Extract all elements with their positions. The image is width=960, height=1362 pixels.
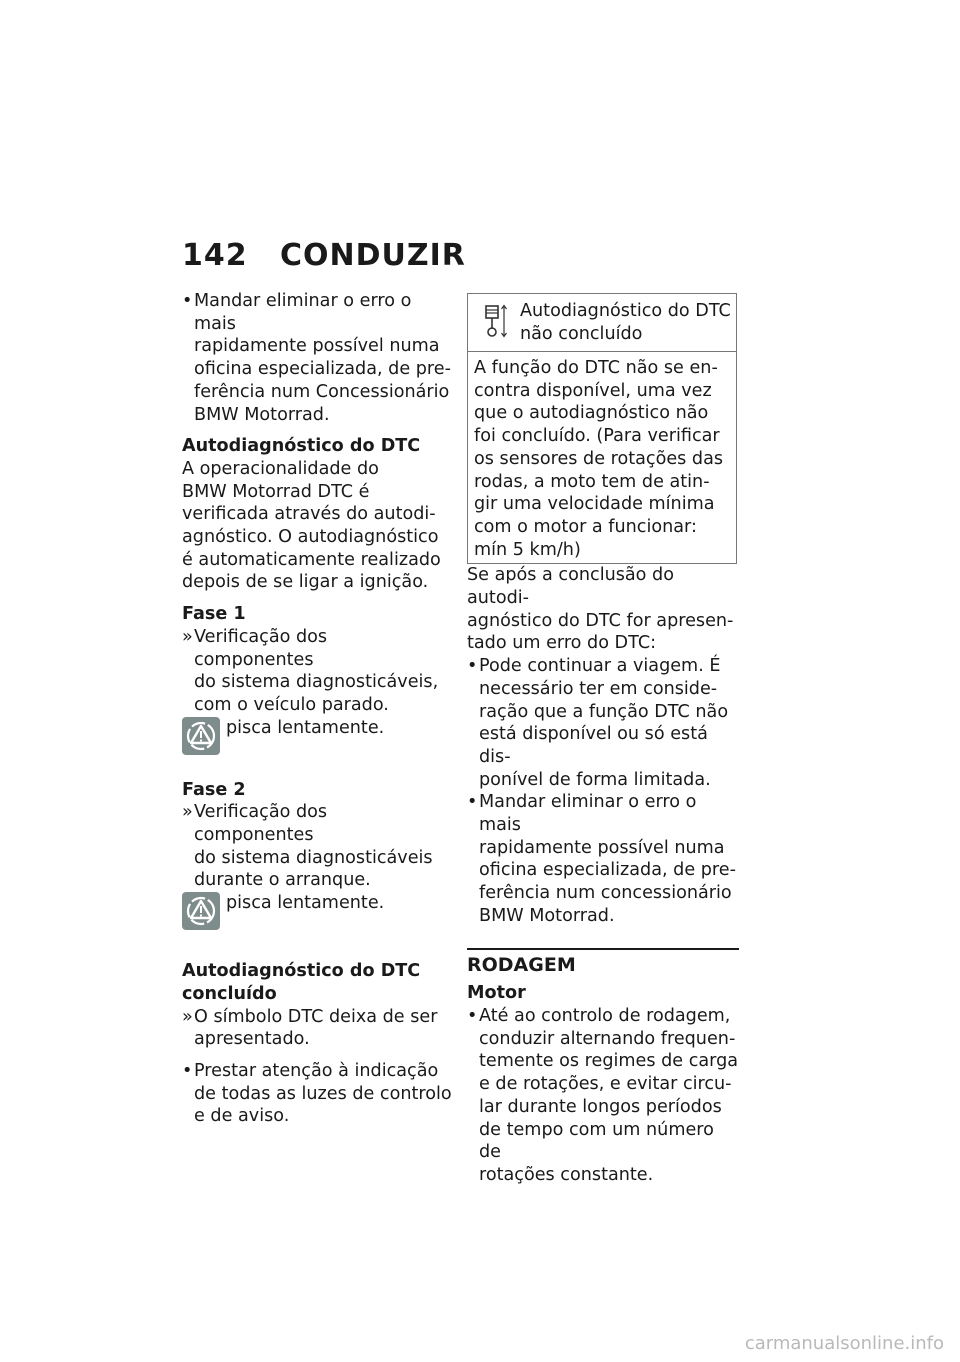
text-line: com o motor a funcionar: [474, 516, 697, 537]
dtc-warning-lamp-icon [182, 717, 220, 755]
text-line: de todas as luzes de controlo [194, 1083, 452, 1104]
text-line: ponível de forma limitada. [479, 769, 711, 790]
text-line: ferência num Concessionário [194, 381, 450, 402]
text-line: Verificação dos componentes [194, 626, 328, 670]
text-line: mín 5 km/h) [474, 539, 581, 560]
list-item [182, 290, 452, 426]
text-line: Autodiagnóstico do DTC [520, 301, 731, 321]
page-title: CONDUZIR [280, 238, 466, 273]
action-marker: » [182, 626, 193, 647]
text-line: BMW Motorrad DTC é [182, 481, 370, 502]
text-line: BMW Motorrad. [194, 404, 330, 425]
note-title [520, 300, 732, 345]
section-heading: RODAGEM [467, 948, 739, 977]
watermark: carmanualsonline.info [744, 1333, 944, 1354]
list-item [467, 791, 739, 927]
phase-heading: Fase 1 [182, 604, 246, 625]
text-line: Verificação dos componentes [194, 802, 328, 846]
text-line: de tempo com um número de [479, 1119, 714, 1163]
text-line: oficina especializada, de pre- [479, 860, 736, 881]
text-line: A função do DTC não se en- [474, 358, 718, 378]
text-line: contra disponível, uma vez [474, 380, 712, 401]
note-box [467, 293, 737, 564]
text-line: tado um erro do DTC: [467, 633, 657, 654]
text-line: conduzir alternando frequen- [479, 1028, 736, 1049]
lamp-status: pisca lentamente. [226, 893, 385, 914]
text-line: rodas, a moto tem de atin- [474, 471, 710, 492]
lamp-row [182, 892, 452, 940]
text-line: rotações constante. [479, 1164, 654, 1185]
text-line: não concluído [520, 323, 643, 344]
text-line: está disponível ou só está dis- [479, 724, 708, 767]
list-item [467, 655, 739, 791]
text-line: depois de se ligar a ignição. [182, 572, 429, 593]
text-line: gir uma velocidade mínima [474, 494, 715, 515]
text-line: do sistema diagnosticáveis [194, 847, 433, 868]
section-heading: concluído [182, 983, 277, 1004]
text-line: agnóstico. O autodiagnóstico [182, 527, 439, 548]
action-step [182, 1006, 452, 1051]
text-line: foi concluído. (Para verificar [474, 426, 720, 447]
text-line: • Até ao controlo de rodagem, [479, 1005, 731, 1026]
text-line: BMW Motorrad. [479, 905, 615, 926]
note-header [468, 294, 736, 352]
text-line: • Prestar atenção à indicação [194, 1060, 439, 1081]
text-line: os sensores de rotações das [474, 448, 724, 469]
action-step [182, 626, 452, 717]
text-line: • Pode continuar a viagem. É [479, 656, 721, 677]
phase-heading: Fase 2 [182, 779, 246, 800]
list-item [467, 1005, 739, 1187]
text-line: e de aviso. [194, 1106, 290, 1127]
page-number: 142 [182, 238, 248, 273]
text-line: com o veículo parado. [194, 694, 389, 715]
text-line: oficina especializada, de pre- [194, 359, 451, 380]
action-step [182, 801, 452, 892]
text-line: lar durante longos períodos [479, 1096, 722, 1117]
engine-note-icon [482, 303, 508, 346]
text-line: necessário ter em conside- [479, 678, 718, 699]
dtc-warning-lamp-icon [182, 892, 220, 930]
text-line: • Mandar eliminar o erro o mais [479, 792, 697, 836]
text-line: O símbolo DTC deixa de ser [194, 1006, 438, 1027]
text-line: rapidamente possível numa [194, 336, 440, 357]
text-line: ferência num concessionário [479, 883, 732, 904]
text-line: é automaticamente realizado [182, 549, 441, 570]
right-column [467, 293, 739, 1187]
text-line: que o autodiagnóstico não [474, 403, 709, 424]
left-column [182, 290, 452, 1128]
list-item [182, 1060, 452, 1128]
text-line: Se após a conclusão do autodi- [467, 565, 674, 609]
text-line: agnóstico do DTC for apresen- [467, 610, 734, 631]
text-line: apresentado. [194, 1029, 310, 1050]
text-line: e de rotações, e evitar circu- [479, 1074, 732, 1095]
text-line: A operacionalidade do [182, 458, 379, 479]
text-line: temente os regimes de carga [479, 1051, 739, 1072]
action-marker: » [182, 1006, 193, 1027]
text-line: rapidamente possível numa [479, 837, 725, 858]
text-line: • Mandar eliminar o erro o mais [194, 291, 412, 334]
note-body [468, 352, 736, 563]
section-heading: Autodiagnóstico do DTC [182, 961, 421, 982]
action-marker: » [182, 802, 193, 823]
lamp-status: pisca lentamente. [226, 717, 385, 738]
text-line: do sistema diagnosticáveis, [194, 672, 439, 693]
text-line: durante o arranque. [194, 870, 371, 891]
section-heading: Autodiagnóstico do DTC [182, 436, 421, 457]
page-header [182, 238, 466, 273]
subsection-heading: Motor [467, 983, 526, 1004]
lamp-row [182, 717, 452, 765]
text-line: ração que a função DTC não [479, 701, 729, 722]
text-line: verificada através do autodi- [182, 504, 436, 525]
